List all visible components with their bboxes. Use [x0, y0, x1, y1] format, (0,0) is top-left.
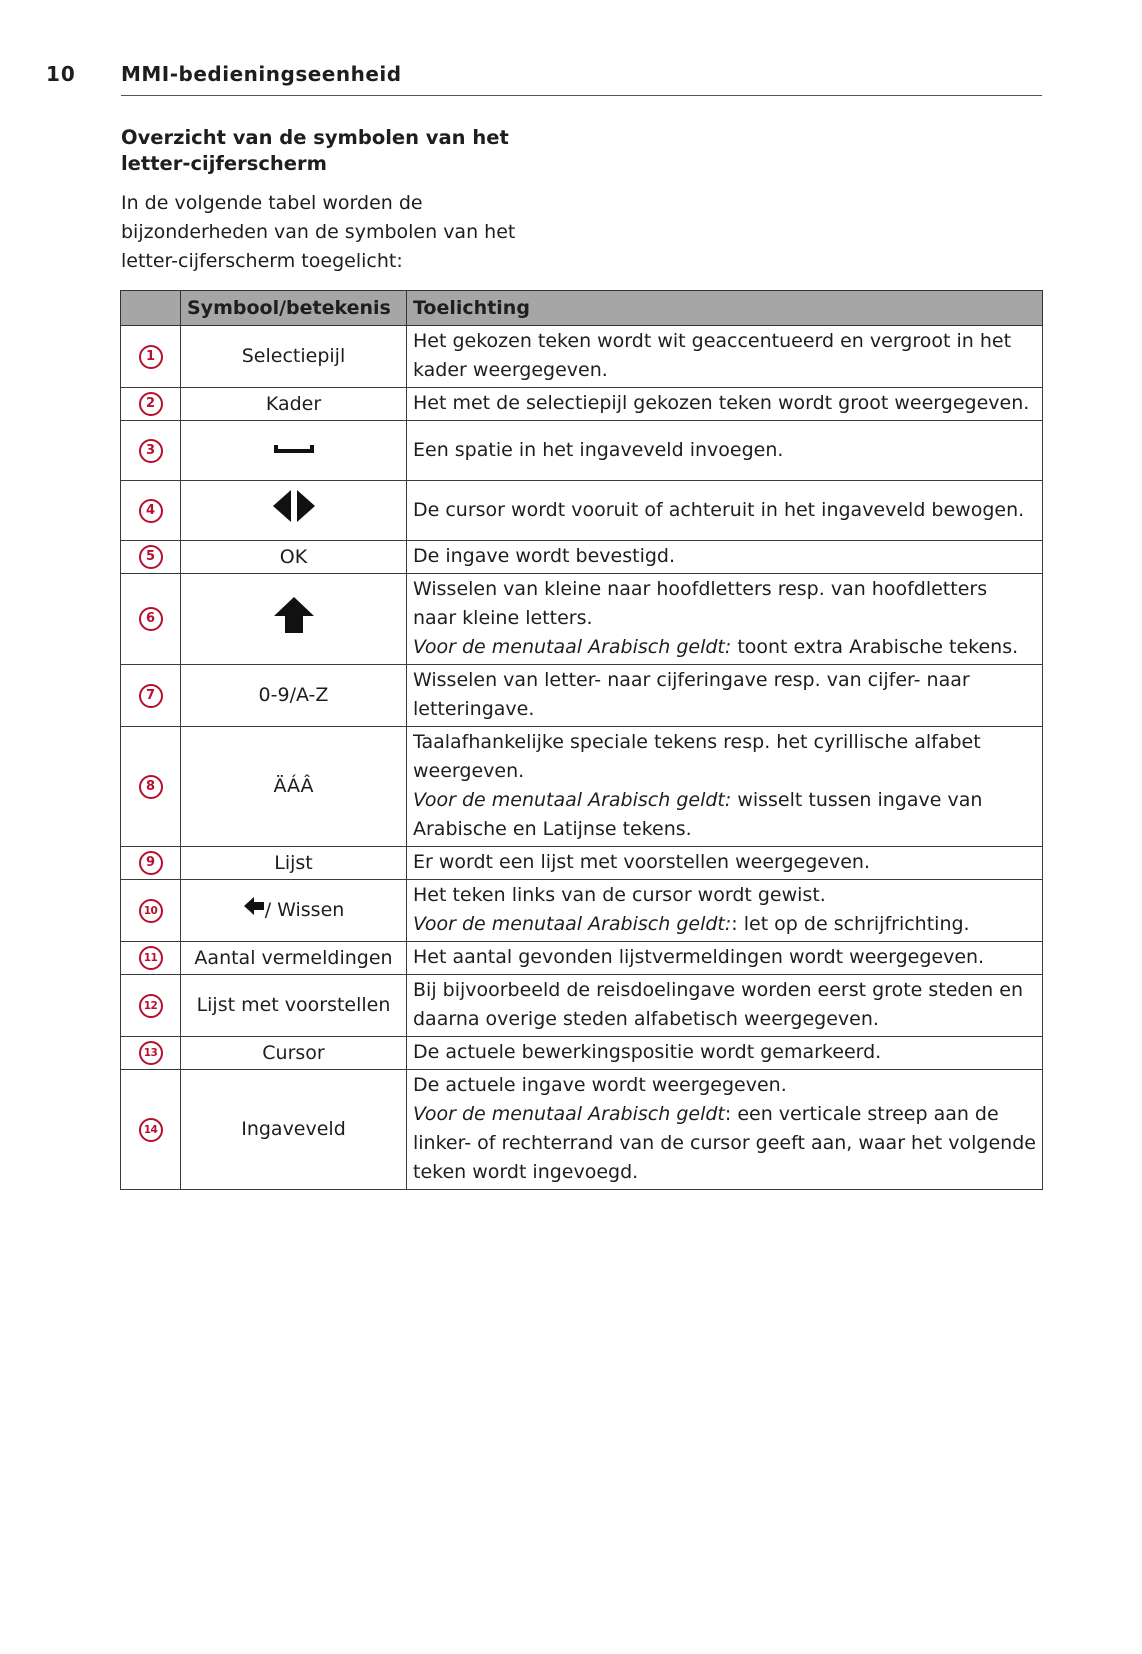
table-row — [121, 880, 1043, 942]
explanation-cell — [407, 727, 1043, 847]
symbol-label: 0-9/A-Z — [258, 684, 329, 706]
explanation-cell — [407, 574, 1043, 665]
arabic-note-label: Voor de menutaal Arabisch geldt: — [413, 636, 732, 658]
row-number-cell — [121, 421, 181, 481]
row-number-cell — [121, 326, 181, 388]
table-row — [121, 541, 1043, 574]
table-row — [121, 1037, 1043, 1070]
explanation-text: Er wordt een lijst met voorstellen weergegeven. — [413, 851, 871, 873]
callout-number: 1 — [139, 345, 163, 369]
page-header — [46, 62, 1040, 96]
explanation-line — [413, 728, 1036, 786]
explanation-text: wisselt tussen ingave van Arabische en Latijnse tekens. — [413, 789, 983, 840]
callout-number: 11 — [139, 946, 163, 970]
callout-number: 10 — [139, 899, 163, 923]
explanation-text: : een verticale streep aan de linker- of rechterrand van de cursor geeft aan, waar het volgende teken wordt ingevoegd. — [413, 1103, 1036, 1183]
explanation-text: De actuele ingave wordt weergegeven. — [413, 1074, 787, 1096]
symbol-cell — [181, 421, 407, 481]
explanation-text: Het met de selectiepijl gekozen teken wordt groot weergegeven. — [413, 392, 1030, 414]
explanation-line — [413, 976, 1036, 1034]
symbol-cell — [181, 326, 407, 388]
symbol-cell — [181, 481, 407, 541]
explanation-cell — [407, 665, 1043, 727]
explanation-line — [413, 633, 1036, 662]
explanation-line — [413, 1038, 1036, 1067]
explanation-line — [413, 1100, 1036, 1187]
explanation-text: Taalafhankelijke speciale tekens resp. het cyrillische alfabet weergeven. — [413, 731, 981, 782]
table-row — [121, 942, 1043, 975]
row-number-cell — [121, 665, 181, 727]
explanation-cell — [407, 880, 1043, 942]
symbol-label: OK — [279, 545, 308, 568]
table-header-row — [121, 291, 1043, 326]
explanation-line — [413, 389, 1036, 418]
symbol-cell — [181, 665, 407, 727]
intro-paragraph: In de volgende tabel worden de bijzonderheden van de symbolen van het letter-cijferscherm toegelicht: — [121, 192, 516, 272]
symbol-cell — [181, 1037, 407, 1070]
explanation-text: Een spatie in het ingaveveld invoegen. — [413, 438, 784, 461]
explanation-cell — [407, 847, 1043, 880]
table-row — [121, 481, 1043, 541]
header-divider — [121, 95, 1042, 96]
explanation-text: Het teken links van de cursor wordt gewist. — [413, 884, 826, 906]
symbol-label: Lijst met voorstellen — [196, 994, 391, 1016]
explanation-text: toont extra Arabische tekens. — [731, 636, 1019, 658]
callout-number: 13 — [139, 1041, 163, 1065]
table-row — [121, 727, 1043, 847]
table-row — [121, 975, 1043, 1037]
explanation-line — [413, 786, 1036, 844]
symbol-cell — [181, 388, 407, 421]
explanation-line — [413, 943, 1036, 972]
row-number-cell — [121, 847, 181, 880]
table-row — [121, 421, 1043, 481]
row-number-cell — [121, 975, 181, 1037]
cursor-left-right-icon — [271, 489, 317, 532]
column-header-symbol: Symbool/betekenis — [181, 291, 407, 326]
symbol-cell — [181, 880, 407, 942]
callout-number: 14 — [139, 1118, 163, 1142]
explanation-text: Wisselen van letter- naar cijferingave resp. van cijfer- naar letteringave. — [413, 669, 970, 720]
symbol-cell — [181, 727, 407, 847]
explanation-cell — [407, 942, 1043, 975]
explanation-text: De actuele bewerkingspositie wordt gemarkeerd. — [413, 1041, 882, 1063]
table-row — [121, 1070, 1043, 1190]
explanation-text: Bij bijvoorbeeld de reisdoelingave worden eerst grote steden en daarna overige steden alfabetisch weergegeven. — [413, 979, 1023, 1030]
symbol-cell — [181, 847, 407, 880]
callout-number: 12 — [139, 994, 163, 1018]
symbol-label: Selectiepijl — [241, 345, 346, 367]
explanation-text: : let op de schrijfrichting. — [731, 913, 970, 935]
explanation-text: De ingave wordt bevestigd. — [413, 545, 676, 567]
explanation-cell — [407, 1070, 1043, 1190]
page-number: 10 — [46, 62, 76, 86]
row-number-cell — [121, 942, 181, 975]
explanation-cell — [407, 975, 1043, 1037]
explanation-cell — [407, 421, 1043, 481]
row-number-cell — [121, 1070, 181, 1190]
shift-up-arrow-icon — [273, 596, 315, 643]
arabic-note-label: Voor de menutaal Arabisch geldt: — [413, 789, 732, 811]
symbol-cell — [181, 574, 407, 665]
symbol-label: Aantal vermeldingen — [194, 946, 393, 969]
callout-number: 4 — [139, 499, 163, 523]
table-row — [121, 847, 1043, 880]
explanation-line — [413, 327, 1036, 385]
row-number-cell — [121, 481, 181, 541]
column-header-explanation: Toelichting — [407, 291, 1043, 326]
arabic-note-label: Voor de menutaal Arabisch geldt — [413, 1103, 725, 1125]
explanation-text: Het gekozen teken wordt wit geaccentueerd en vergroot in het kader weergegeven. — [413, 330, 1012, 381]
callout-number: 8 — [139, 775, 163, 799]
table-row — [121, 326, 1043, 388]
row-number-cell — [121, 541, 181, 574]
explanation-line — [413, 666, 1036, 724]
explanation-cell — [407, 1037, 1043, 1070]
row-number-cell — [121, 880, 181, 942]
explanation-cell — [407, 388, 1043, 421]
symbol-label: Lijst — [274, 851, 313, 874]
symbol-cell — [181, 942, 407, 975]
backspace-icon — [243, 896, 265, 925]
explanation-line — [413, 881, 1036, 910]
symbol-label: Kader — [265, 392, 322, 415]
callout-number: 7 — [139, 684, 163, 708]
symbol-table — [120, 290, 1043, 1190]
symbol-cell — [181, 1070, 407, 1190]
row-number-cell — [121, 1037, 181, 1070]
callout-number: 3 — [139, 439, 163, 463]
explanation-cell — [407, 481, 1043, 541]
table-row — [121, 665, 1043, 727]
chapter-title: MMI-bedieningseenheid — [121, 62, 402, 86]
explanation-line — [413, 910, 1036, 939]
explanation-line — [413, 436, 1036, 465]
callout-number: 6 — [139, 607, 163, 631]
symbol-label: Cursor — [262, 1041, 325, 1064]
callout-number: 5 — [139, 545, 163, 569]
symbol-cell — [181, 975, 407, 1037]
explanation-line — [413, 542, 1036, 571]
column-header-number — [121, 291, 181, 326]
explanation-line — [413, 1071, 1036, 1100]
callout-number: 2 — [139, 392, 163, 416]
table-row — [121, 574, 1043, 665]
explanation-line — [413, 496, 1036, 525]
section-title: Overzicht van de symbolen van het letter-cijferscherm — [121, 126, 509, 175]
explanation-text: Het aantal gevonden lijstvermeldingen wordt weergegeven. — [413, 946, 985, 968]
explanation-text: Wisselen van kleine naar hoofdletters resp. van hoofdletters naar kleine letters. — [413, 578, 988, 629]
row-number-cell — [121, 388, 181, 421]
explanation-cell — [407, 541, 1043, 574]
symbol-label: Ingaveveld — [241, 1118, 346, 1140]
explanation-line — [413, 575, 1036, 633]
symbol-label: / Wissen — [264, 899, 345, 921]
explanation-text: De cursor wordt vooruit of achteruit in het ingaveveld bewogen. — [413, 498, 1025, 521]
row-number-cell — [121, 727, 181, 847]
explanation-cell — [407, 326, 1043, 388]
symbol-cell — [181, 541, 407, 574]
row-number-cell — [121, 574, 181, 665]
table-row — [121, 388, 1043, 421]
space-bar-icon — [273, 436, 315, 465]
symbol-label: ÄÁÂ — [273, 775, 314, 797]
arabic-note-label: Voor de menutaal Arabisch geldt: — [413, 913, 732, 935]
callout-number: 9 — [139, 851, 163, 875]
explanation-line — [413, 848, 1036, 877]
